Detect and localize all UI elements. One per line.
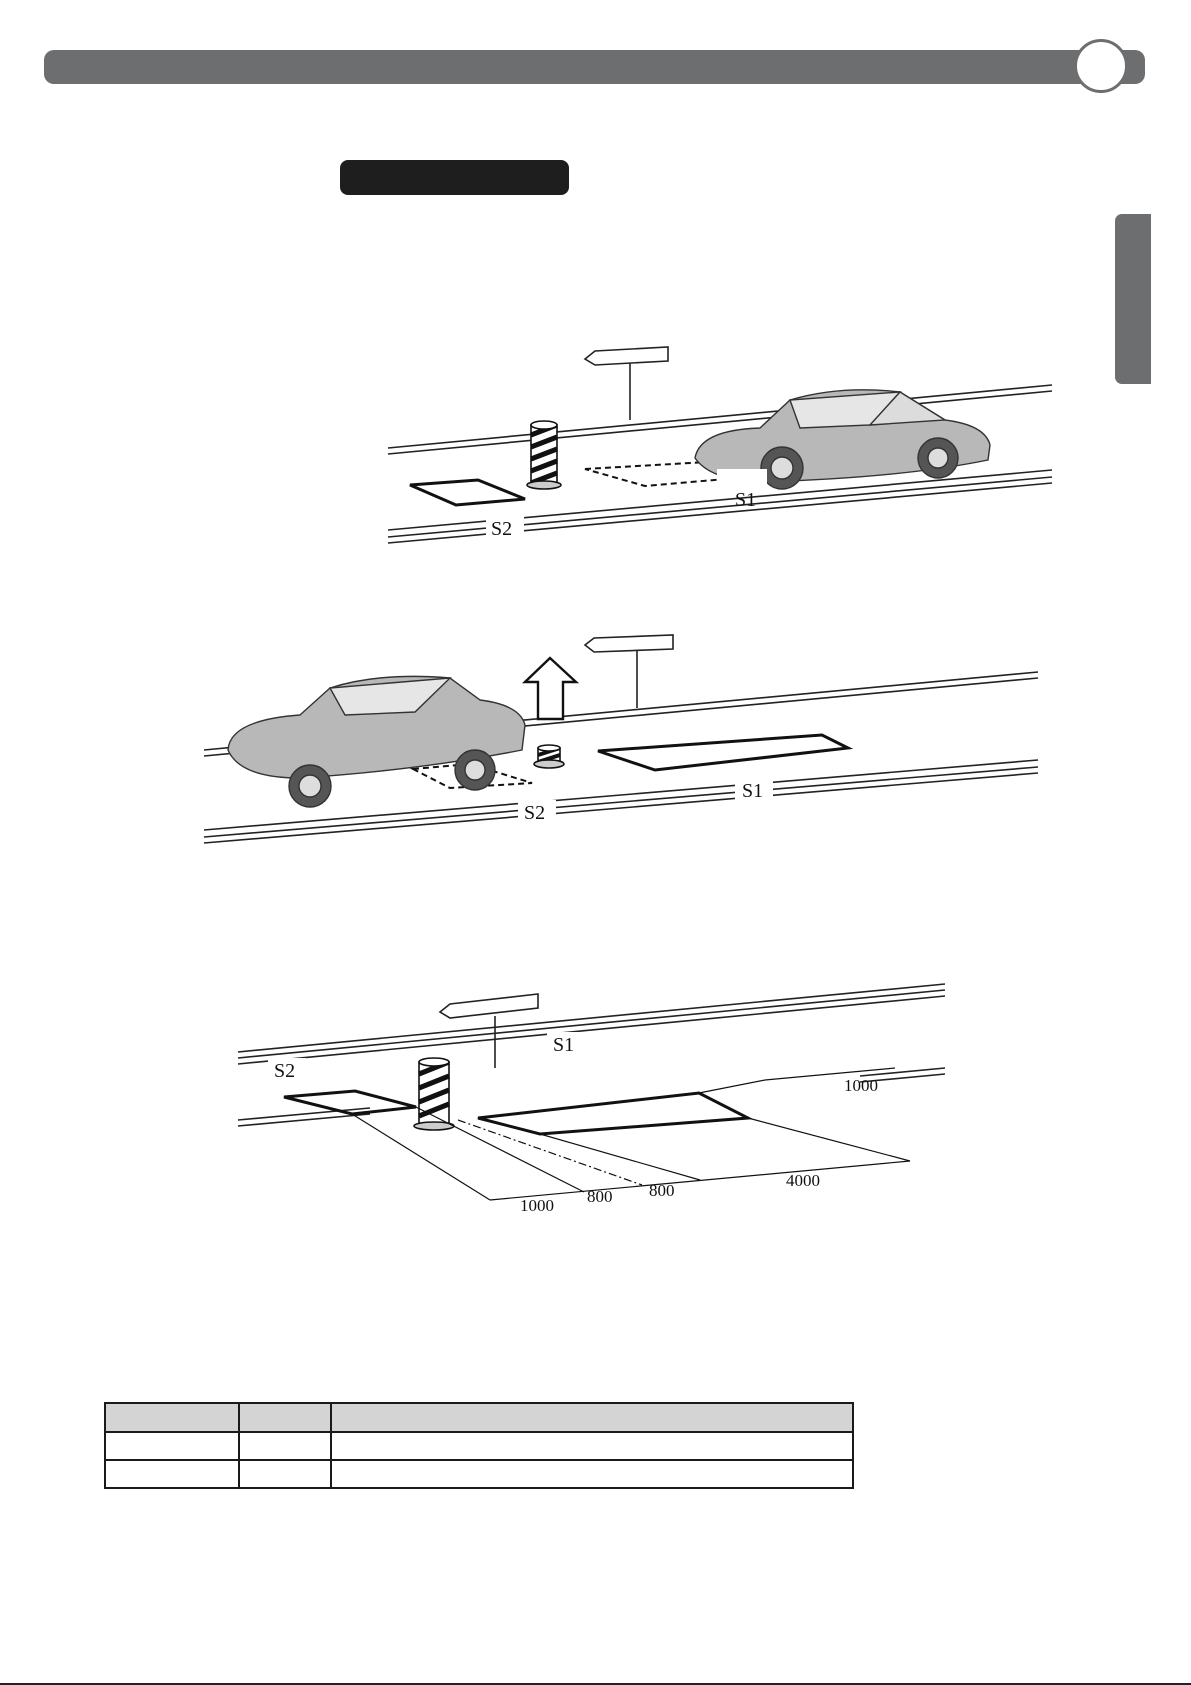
table-cell (331, 1460, 853, 1488)
loop-s1 (478, 1093, 748, 1134)
bollard (414, 1058, 454, 1130)
spec-table (104, 1402, 854, 1489)
figure-car-passing (0, 620, 1191, 860)
table-header-cell (105, 1403, 239, 1432)
section-title-pill (340, 160, 569, 195)
figure-car-approaching (0, 330, 1191, 560)
table-header-row (105, 1403, 853, 1432)
dim-800-b: 800 (649, 1181, 675, 1200)
figure-loop-dimensions (0, 980, 1191, 1220)
dim-4000: 4000 (786, 1171, 820, 1190)
dim-1000-bottom: 1000 (520, 1196, 554, 1215)
table-cell (331, 1432, 853, 1460)
fig2-label-s1: S1 (742, 780, 764, 802)
fig3-label-s1: S1 (553, 1034, 575, 1056)
direction-sign (585, 635, 673, 708)
bollard (527, 421, 561, 489)
table-row (105, 1460, 853, 1488)
car-image (228, 676, 525, 807)
fig2-label-s2: S2 (524, 802, 546, 824)
direction-sign (585, 347, 668, 420)
table-cell (105, 1432, 239, 1460)
bollard (534, 745, 564, 768)
dim-1000-top: 1000 (844, 1076, 878, 1095)
header-bar (44, 50, 1145, 84)
table-cell (239, 1460, 331, 1488)
table-row (105, 1432, 853, 1460)
page-number-circle (1074, 39, 1128, 93)
fig1-label-s2: S2 (491, 518, 513, 540)
table-cell (105, 1460, 239, 1488)
fig3-label-s2: S2 (274, 1060, 296, 1082)
table-cell (239, 1432, 331, 1460)
table-header-cell (331, 1403, 853, 1432)
up-arrow-icon (525, 658, 576, 719)
loop-s2 (410, 480, 525, 505)
table-header-cell (239, 1403, 331, 1432)
dim-800-a: 800 (587, 1187, 613, 1206)
loop-s1 (598, 735, 848, 770)
fig1-label-s1: S1 (735, 489, 757, 511)
